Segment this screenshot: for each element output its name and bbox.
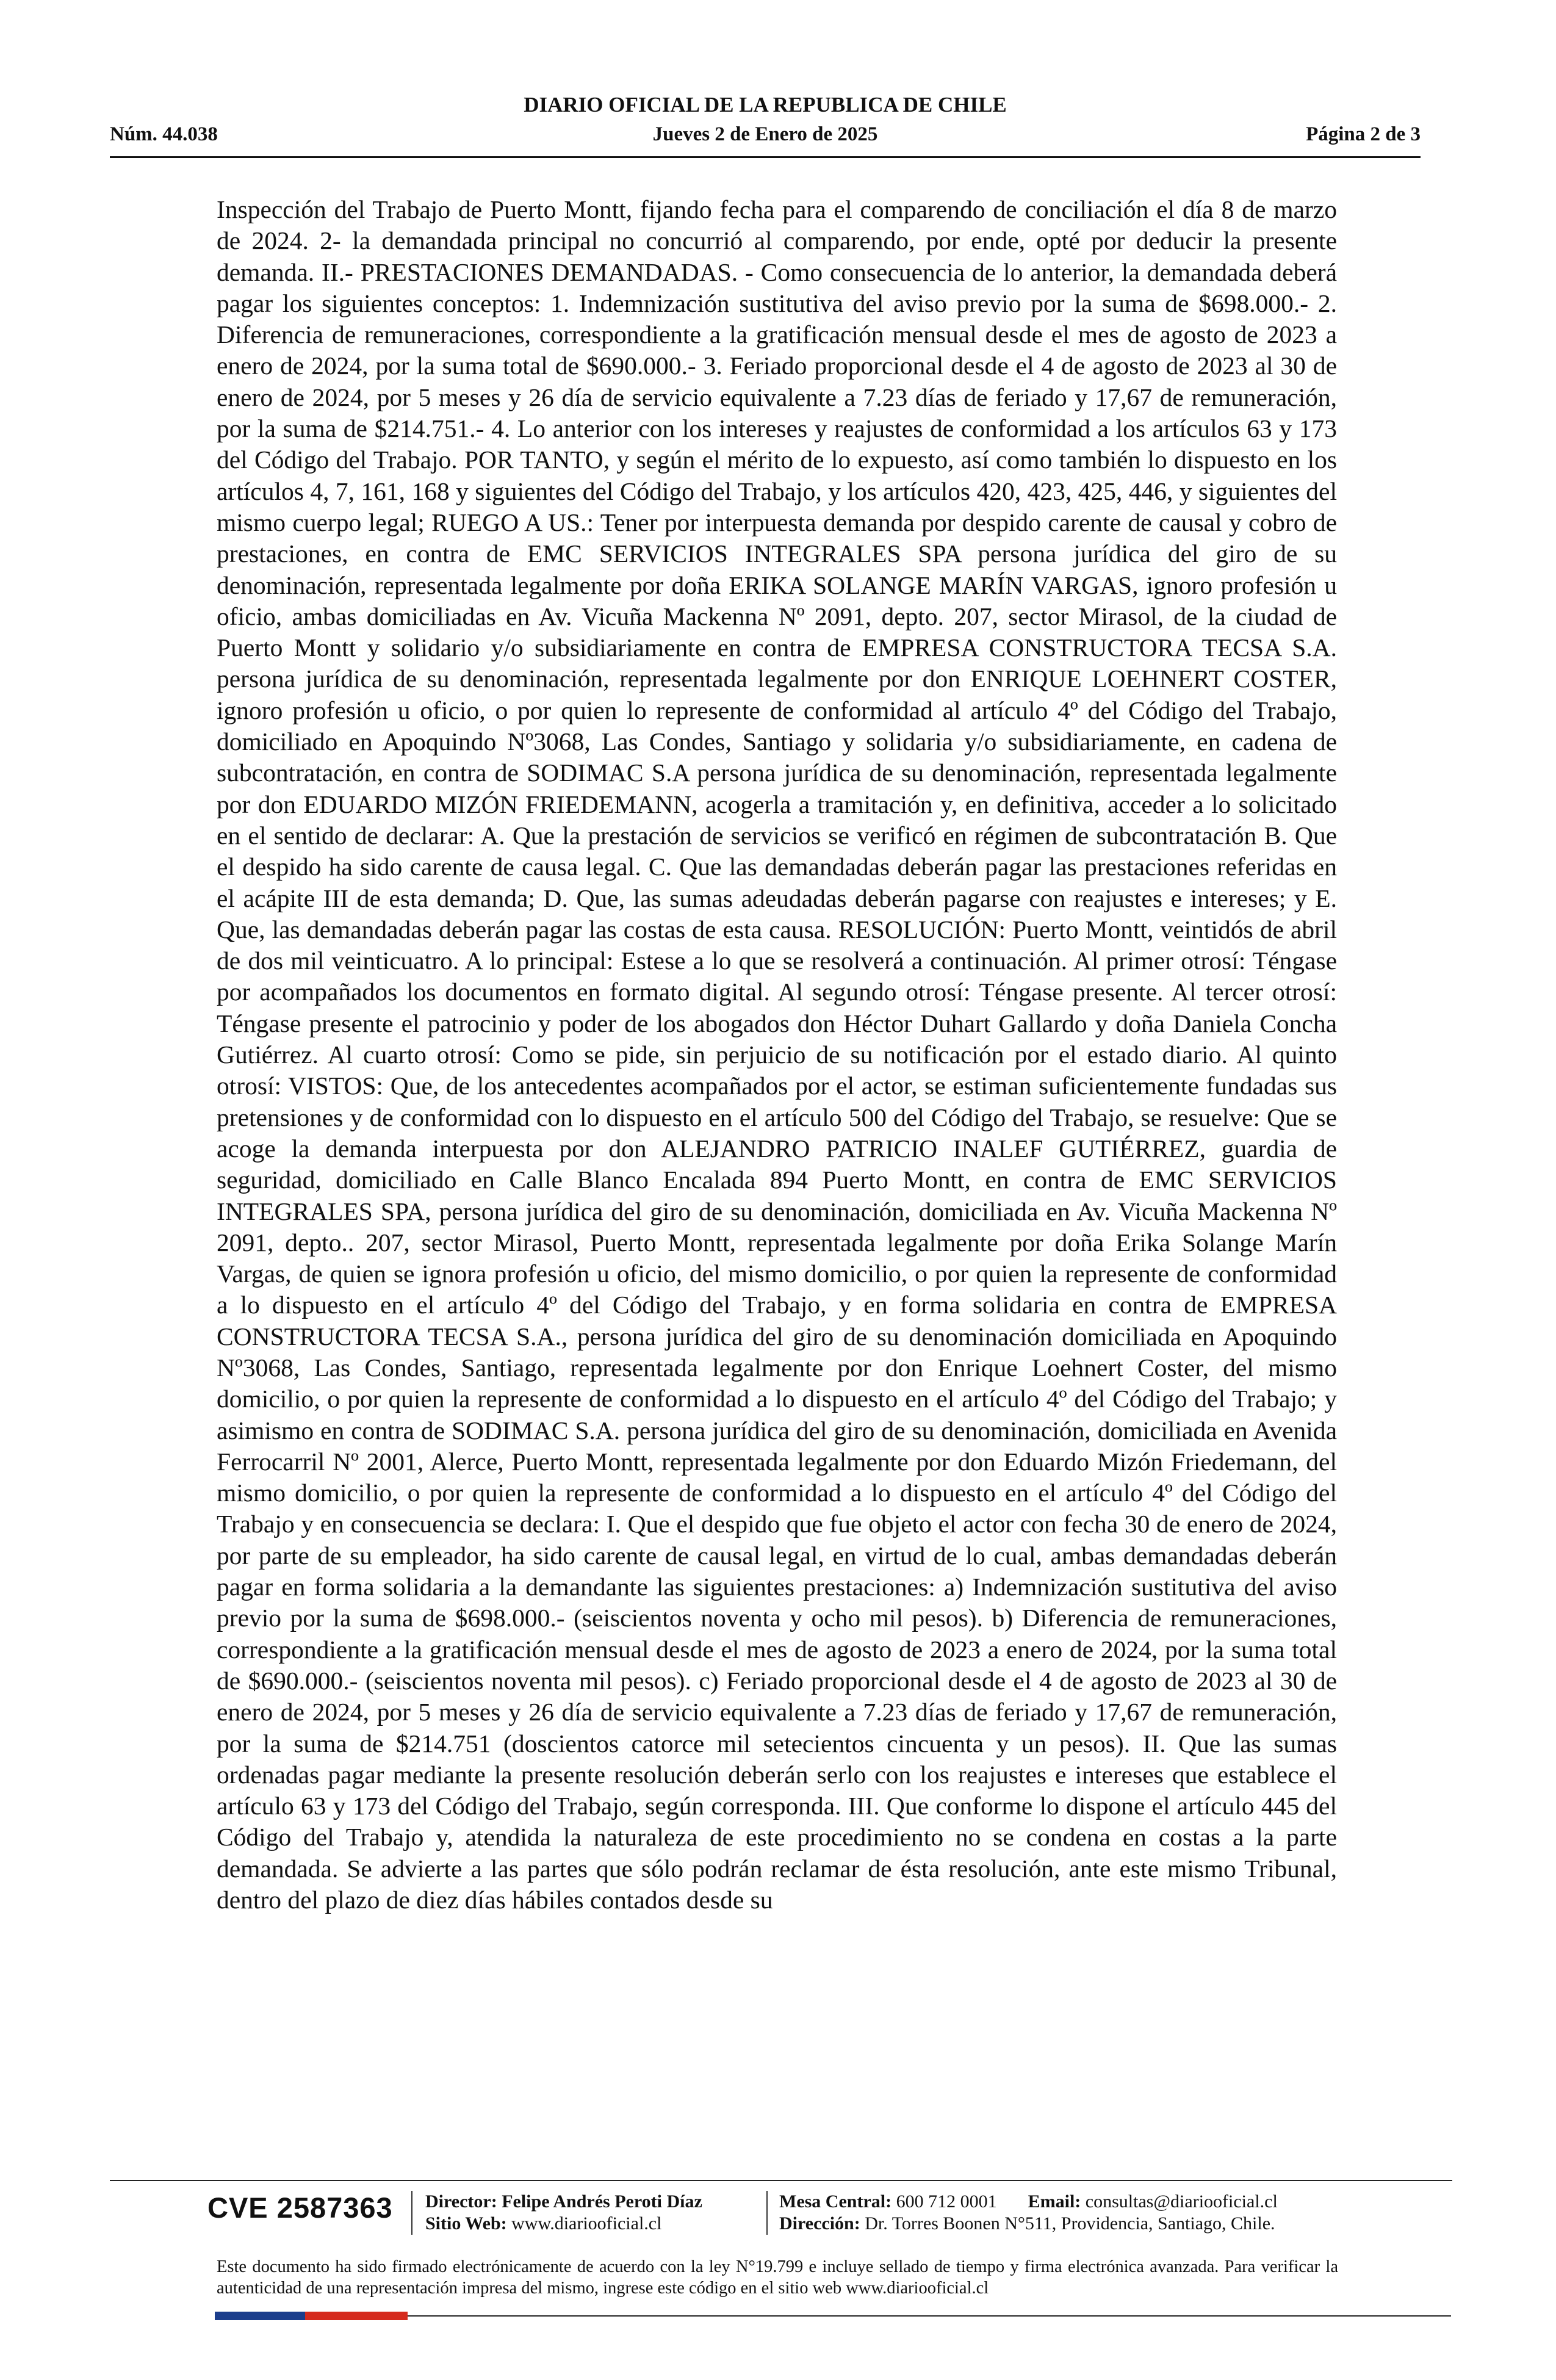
issue-date: Jueves 2 de Enero de 2025 [652, 123, 878, 145]
address-label: Dirección: [779, 2213, 860, 2234]
footer-contact-block [779, 2191, 1278, 2235]
header-divider [110, 156, 1421, 158]
issue-number: Núm. 44.038 [110, 123, 218, 145]
flag-red-segment [305, 2312, 408, 2320]
bottom-divider [408, 2315, 1451, 2317]
phone-number: 600 712 0001 [896, 2191, 997, 2212]
footer-divider [110, 2180, 1452, 2181]
phone-label: Mesa Central: [779, 2191, 892, 2212]
flag-blue-segment [215, 2312, 305, 2320]
contact-line [779, 2191, 1278, 2213]
email-label: Email: [1028, 2191, 1081, 2212]
website-link[interactable]: www.diariooficial.cl [511, 2213, 662, 2234]
footer-separator [411, 2191, 412, 2235]
website-label: Sitio Web: [425, 2213, 507, 2234]
email-link[interactable]: consultas@diariooficial.cl [1085, 2191, 1278, 2212]
website-line [425, 2213, 702, 2235]
director-name: Felipe Andrés Peroti Díaz [502, 2191, 702, 2212]
footer-director-block [425, 2191, 702, 2235]
page-number: Página 2 de 3 [1306, 123, 1421, 145]
flag-color-bar [215, 2312, 408, 2320]
document-body: Inspección del Trabajo de Puerto Montt, fijando fecha para el comparendo de conciliación el día 8 de marzo de 2024. 2- la demandada principal no concurrió al comparendo, por ende, opté por deducir la presente demanda. II.- PRESTACIONES DEMANDADAS. - Como consecuencia de lo anterior, la demandada deberá pagar los siguientes conceptos: 1. Indemnización sustitutiva del aviso previo por la suma de $698.000.- 2. Diferencia de remuneraciones, correspondiente a la gratificación mensual desde el mes de agosto de 2023 a enero de 2024, por la suma total de $690.000.- 3. Feriado proporcional desde el 4 de agosto de 2023 al 30 de enero de 2024, por 5 meses y 26 día de servicio equivalente a 7.23 días de feriado y 17,67 de remuneración, por la suma de $214.751.- 4. Lo anterior con los intereses y reajustes de conformidad a los artículos 63 y 173 del Código del Trabajo. POR TANTO, y según el mérito de lo expuesto, así como también lo dispuesto en los artículos 4, 7, 161, 168 y siguientes del Código del Trabajo, y los artículos 420, 423, 425, 446, y siguientes del mismo cuerpo legal; RUEGO A US.: Tener por interpuesta demanda por despido carente de causal y cobro de prestaciones, en contra de EMC SERVICIOS INTEGRALES SPA persona jurídica del giro de su denominación, representada legalmente por doña ERIKA SOLANGE MARÍN VARGAS, ignoro profesión u oficio, ambas domiciliadas en Av. Vicuña Mackenna Nº 2091, depto. 207, sector Mirasol, de la ciudad de Puerto Montt y solidario y/o subsidiariamente en contra de EMPRESA CONSTRUCTORA TECSA S.A. persona jurídica de su denominación, representada legalmente por don ENRIQUE LOEHNERT COSTER, ignoro profesión u oficio, o por quien lo represente de conformidad al artículo 4º del Código del Trabajo, domiciliado en Apoquindo Nº3068, Las Condes, Santiago y solidaria y/o subsidiariamente, en cadena de subcontratación, en contra de SODIMAC S.A persona jurídica de su denominación, representada legalmente por don EDUARDO MIZÓN FRIEDEMANN, acogerla a tramitación y, en definitiva, acceder a lo solicitado en el sentido de declarar: A. Que la prestación de servicios se verificó en régimen de subcontratación B. Que el despido ha sido carente de causa legal. C. Que las demandadas deberán pagar las prestaciones referidas en el acápite III de esta demanda; D. Que, las sumas adeudadas deberán pagarse con reajustes e intereses; y E. Que, las demandadas deberán pagar las costas de esta causa. RESOLUCIÓN: Puerto Montt, veintidós de abril de dos mil veinticuatro. A lo principal: Estese a lo que se resolverá a continuación. Al primer otrosí: Téngase por acompañados los documentos en formato digital. Al segundo otrosí: Téngase presente. Al tercer otrosí: Téngase presente el patrocinio y poder de los abogados don Héctor Duhart Gallardo y doña Daniela Concha Gutiérrez. Al cuarto otrosí: Como se pide, sin perjuicio de su notificación por el estado diario. Al quinto otrosí: VISTOS: Que, de los antecedentes acompañados por el actor, se estiman suficientemente fundadas sus pretensiones y de conformidad con lo dispuesto en el artículo 500 del Código del Trabajo, se resuelve: Que se acoge la demanda interpuesta por don ALEJANDRO PATRICIO INALEF GUTIÉRREZ, guardia de seguridad, domiciliado en Calle Blanco Encalada 894 Puerto Montt, en contra de EMC SERVICIOS INTEGRALES SPA, persona jurídica del giro de su denominación, domiciliada en Av. Vicuña Mackenna Nº 2091, depto.. 207, sector Mirasol, Puerto Montt, representada legalmente por doña Erika Solange Marín Vargas, de quien se ignora profesión u oficio, del mismo domicilio, o por quien la represente de conformidad a lo dispuesto en el artículo 4º del Código del Trabajo, y en forma solidaria en contra de EMPRESA CONSTRUCTORA TECSA S.A., persona jurídica del giro de su denominación domiciliada en Apoquindo Nº3068, Las Condes, Santiago, representada legalmente por don Enrique Loehnert Coster, del mismo domicilio, o por quien la represente de conformidad a lo dispuesto en el artículo 4º del Código del Trabajo; y asimismo en contra de SODIMAC S.A. persona jurídica del giro de su denominación, domiciliada en Avenida Ferrocarril Nº 2001, Alerce, Puerto Montt, representada legalmente por don Eduardo Mizón Friedemann, del mismo domicilio, o por quien la represente de conformidad a lo dispuesto en el artículo 4º del Código del Trabajo y en consecuencia se declara: I. Que el despido que fue objeto el actor con fecha 30 de enero de 2024, por parte de su empleador, ha sido carente de causal legal, en virtud de lo cual, ambas demandadas deberán pagar en forma solidaria a la demandante las siguientes prestaciones: a) Indemnización sustitutiva del aviso previo por la suma de $698.000.- (seiscientos noventa y ocho mil pesos). b) Diferencia de remuneraciones, correspondiente a la gratificación mensual desde el mes de agosto de 2023 a enero de 2024, por la suma total de $690.000.- (seiscientos noventa mil pesos). c) Feriado proporcional desde el 4 de agosto de 2023 al 30 de enero de 2024, por 5 meses y 26 día de servicio equivalente a 7.23 días de feriado y 17,67 de remuneración, por la suma de $214.751 (doscientos catorce mil setecientos cincuenta y un pesos). II. Que las sumas ordenadas pagar mediante la presente resolución deberán serlo con los reajustes e intereses que establece el artículo 63 y 173 del Código del Trabajo, según corresponda. III. Que conforme lo dispone el artículo 445 del Código del Trabajo y, atendida la naturaleza de este procedimiento no se condena en costas a la parte demandada. Se advierte a las partes que sólo podrán reclamar de ésta resolución, ante este mismo Tribunal, dentro del plazo de diez días hábiles contados desde su [217, 195, 1337, 1914]
director-label: Director: [425, 2191, 497, 2212]
page-header [110, 93, 1421, 154]
director-line [425, 2191, 702, 2213]
cve-code: CVE 2587363 [207, 2191, 393, 2224]
address-value: Dr. Torres Boonen N°511, Providencia, Santiago, Chile. [865, 2213, 1275, 2234]
electronic-signature-notice: Este documento ha sido firmado electrónicamente de acuerdo con la ley N°19.799 e incluye sellado de tiempo y firma electrónica avanzada. Para verificar la autenticidad de una representación impresa del mismo, ingrese este código en el sitio web www.diariooficial.cl [217, 2257, 1338, 2298]
footer-separator [766, 2191, 768, 2235]
newspaper-title: DIARIO OFICIAL DE LA REPUBLICA DE CHILE [524, 93, 1007, 117]
address-line [779, 2213, 1278, 2235]
